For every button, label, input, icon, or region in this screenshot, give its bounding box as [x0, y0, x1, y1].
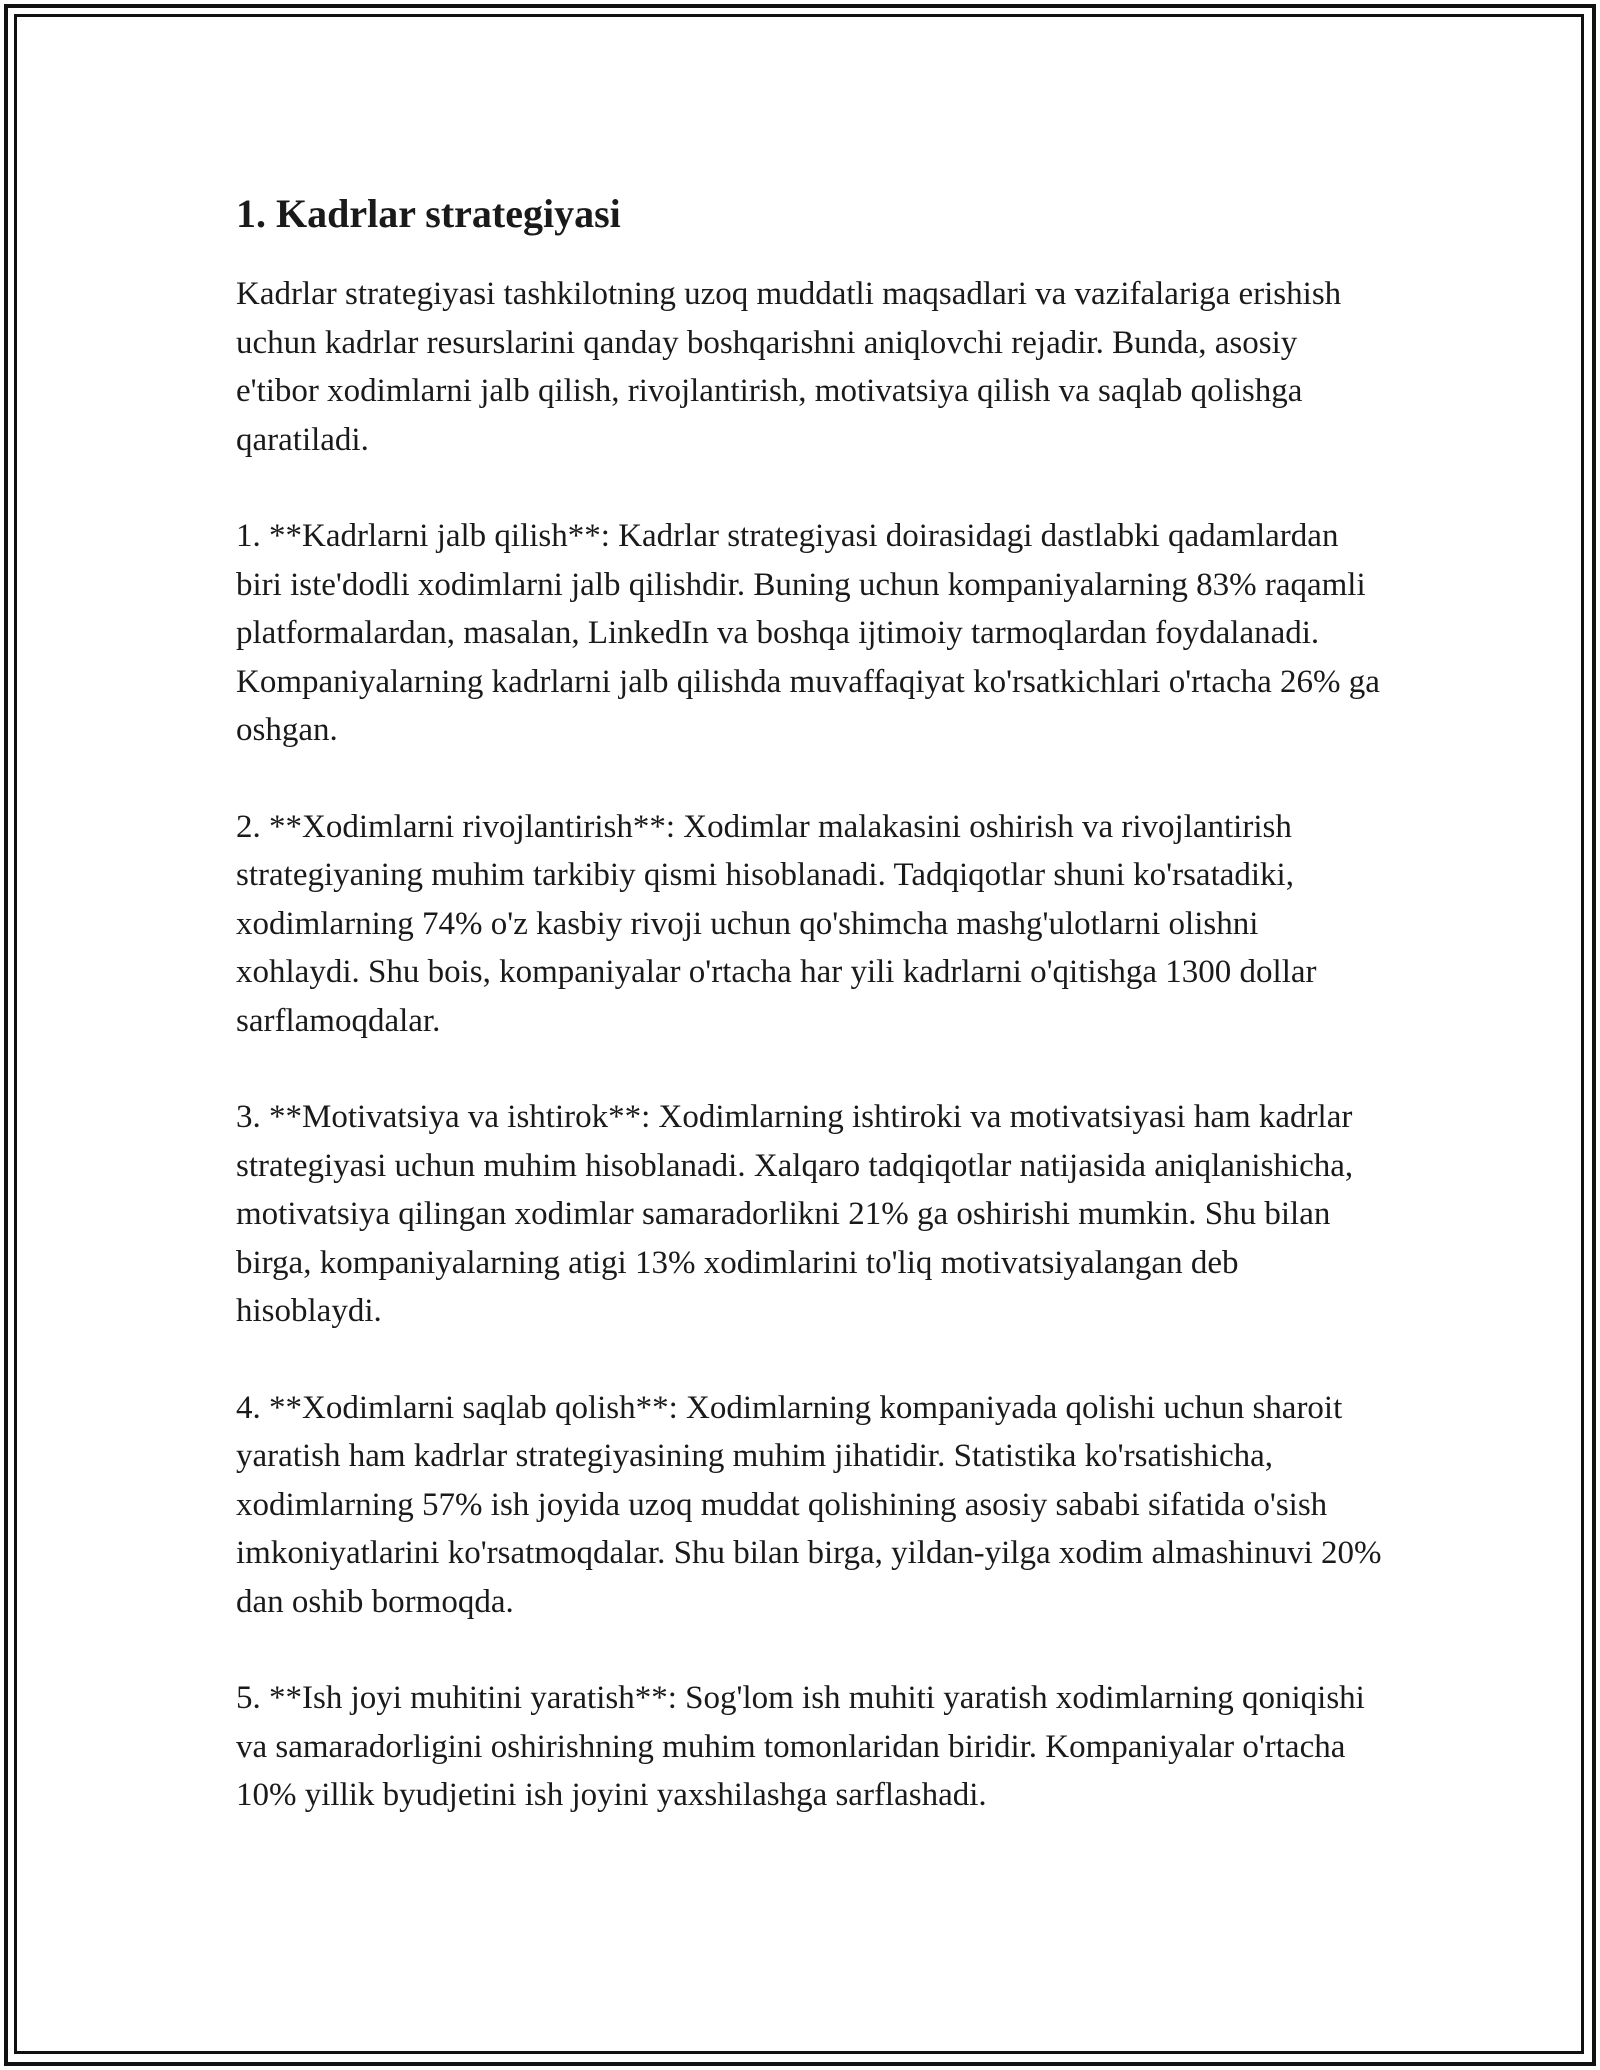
section-2-paragraph: 2. **Xodimlarni rivojlantirish**: Xodimlar malakasini oshirish va rivojlantirish strategiyaning muhim tarkibiy qismi hisoblanadi. Tadqiqotlar shuni ko'rsatadiki, xodimlarning 74% o'z kasbiy rivoji uchun qo'shimcha mashg'ulotlarni olishni xohlaydi. Shu bois, kompaniyalar o'rtacha har yili kadrlarni o'qitishga 1300 dollar sarflamoqdalar.: [236, 808, 1317, 1039]
section-5-paragraph: 5. **Ish joyi muhitini yaratish**: Sog'lom ish muhiti yaratish xodimlarning qoniqishi va samaradorligini oshirishning muhim tomonlaridan biridir. Kompaniyalar o'rtacha 10% yillik byudjetini ish joyini yaxshilashga sarflashadi.: [236, 1680, 1365, 1813]
section-1-paragraph: 1. **Kadrlarni jalb qilish**: Kadrlar strategiyasi doirasidagi dastlabki qadamlardan biri iste'dodli xodimlarni jalb qilishdir. Buning uchun kompaniyalarning 83% raqamli platformalardan, masalan, LinkedIn va boshqa ijtimoiy tarmoqlardan foydalanadi. Kompaniyalarning kadrlarni jalb qilishda muvaffaqiyat ko'rsatkichlari o'rtacha 26% ga oshgan.: [236, 518, 1380, 748]
document-body: [236, 186, 1386, 1868]
section-4-paragraph: 4. **Xodimlarni saqlab qolish**: Xodimlarning kompaniyada qolishi uchun sharoit yaratish ham kadrlar strategiyasining muhim jihatidir. Statistika ko'rsatishicha, xodimlarning 57% ish joyida uzoq muddat qolishining asosiy sababi sifatida o'sish imkoniyatlarini ko'rsatmoqdalar. Shu bilan birga, yildan-yilga xodim almashinuvi 20% dan oshib bormoqda.: [236, 1389, 1382, 1620]
section-3-paragraph: 3. **Motivatsiya va ishtirok**: Xodimlarning ishtiroki va motivatsiyasi ham kadrlar strategiyasi uchun muhim hisoblanadi. Xalqaro tadqiqotlar natijasida aniqlanishicha, motivatsiya qilingan xodimlar samaradorlikni 21% ga oshirishi mumkin. Shu bilan birga, kompaniyalarning atigi 13% xodimlarini to'liq motivatsiyalangan deb hisoblaydi.: [236, 1099, 1354, 1329]
document-title: 1. Kadrlar strategiyasi: [236, 191, 621, 236]
intro-paragraph: Kadrlar strategiyasi tashkilotning uzoq muddatli maqsadlari va vazifalariga erishish uchun kadrlar resurslarini qanday boshqarishni aniqlovchi rejadir. Bunda, asosiy e'tibor xodimlarni jalb qilish, rivojlantirish, motivatsiya qilish va saqlab qolishga qaratiladi.: [236, 276, 1342, 458]
